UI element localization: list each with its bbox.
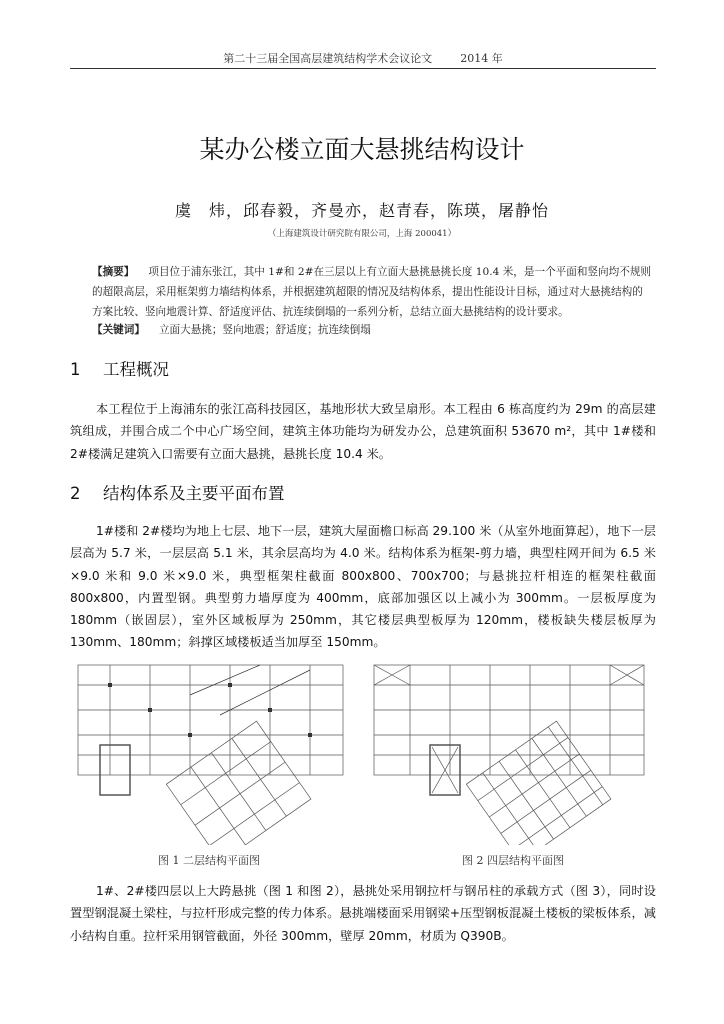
abstract	[92, 262, 652, 322]
section-number: 2	[70, 484, 81, 503]
conference-name: 第二十三届全国高层建筑结构学术会议论文	[223, 52, 433, 65]
figure-1-caption: 图 1 二层结构平面图	[158, 854, 260, 867]
section-heading	[70, 480, 285, 504]
section-heading	[70, 356, 169, 380]
section-number: 1	[70, 360, 81, 379]
running-header	[70, 50, 656, 69]
year: 2014 年	[460, 52, 503, 65]
closing-paragraph: 1#、2#楼四层以上大跨悬挑（图 1 和图 2），悬挑处采用钢拉杆与钢吊柱的承载方式（图 3），同时设置型钢混凝土梁柱，与拉杆形成完整的传力体系。悬挑端楼面采用钢梁+压型钢板混凝土楼板的梁板体系，减小结构自重。拉杆采用钢管截面，外径 300mm，壁厚 20mm，材质为 Q390B。	[70, 884, 656, 943]
section-1-body: 本工程位于上海浦东的张江高科技园区，基地形状大致呈扇形。本工程由 6 栋高度约为 29m 的高层建筑组成，并围合成二个中心广场空间，建筑主体功能均为研发办公，总建筑面积 53670 m²，其中 1#楼和 2#楼满足建筑入口需要有立面大悬挑，悬挑长度 10.4 米。	[70, 402, 656, 461]
figure-1-plan-drawing	[70, 655, 355, 845]
paper-title: 某办公楼立面大悬挑结构设计	[199, 135, 525, 164]
figure-2-caption: 图 2 四层结构平面图	[462, 854, 564, 867]
section-title: 工程概况	[103, 360, 169, 379]
keywords-label: 【关键词】	[92, 324, 145, 336]
authors: 虞 炜，邱春毅，齐曼亦，赵青春，陈瑛，屠静怡	[174, 201, 549, 220]
keywords-text: 立面大悬挑；竖向地震；舒适度；抗连续倒塌	[158, 324, 371, 336]
affiliation: （上海建筑设计研究院有限公司，上海 200041）	[267, 229, 457, 239]
section-title: 结构体系及主要平面布置	[103, 484, 285, 503]
abstract-text: 项目位于浦东张江，其中 1#和 2#在三层以上有立面大悬挑悬挑长度 10.4 米，是一个平面和竖向均不规则的超限高层，采用框架剪力墙结构体系，并根据建筑超限的情况及结构体系，提出性能设计目标，通过对大悬挑结构的方案比较、竖向地震计算、舒适度评估、抗连续倒塌的一系列分析，总结立面大悬挑结构的设计要求。	[92, 266, 652, 318]
section-2-body: 1#楼和 2#楼均为地上七层、地下一层，建筑大屋面檐口标高 29.100 米（从室外地面算起），地下一层层高为 5.7 米，一层层高 5.1 米，其余层高均为 4.0 米。结构体系为框架-剪力墙，典型柱网开间为 6.5 米×9.0 米和 9.0 米×9.0 米，典型框架柱截面 800x800、700x700；与悬挑拉杆相连的框架柱截面 800x800，内置型钢。典型剪力墙厚度为 400mm，底部加强区以上减小为 300mm。一层板厚度为 180mm（嵌固层），室外区域板厚为 250mm，其它楼层典型板厚为 120mm，楼板缺失楼层板厚为 130mm、180mm；斜撑区域楼板适当加厚至 150mm。	[70, 524, 656, 650]
keywords	[92, 322, 371, 337]
figure-2-plan-drawing	[370, 655, 655, 845]
abstract-label: 【摘要】	[92, 266, 135, 278]
